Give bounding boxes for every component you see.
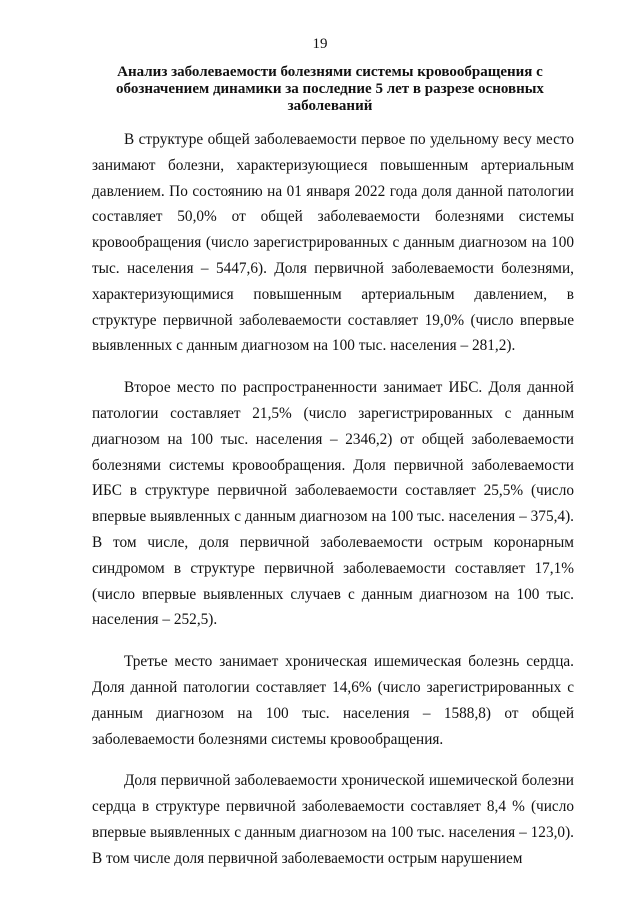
- page-number: 19: [312, 36, 328, 52]
- paragraph-chronic-ihd: Третье место занимает хроническая ишемическая болезнь сердца. Доля данной патологии составляет 14,6% (число зарегистрированных с данным диагнозом на 100 тыс. населения – 1588,8) от общей заболеваемости болезнями системы кровообращения.: [92, 653, 574, 748]
- section-heading: Анализ заболеваемости болезнями системы кровообращения с обозначением динамики за последние 5 лет в разрезе основных заболеваний: [116, 64, 544, 114]
- body-text: [92, 127, 574, 872]
- paragraph-hypertension: В структуре общей заболеваемости первое по удельному весу место занимают болезни, характеризующиеся повышенным артериальным давлением. По состоянию на 01 января 2022 года доля данной патологии составляет 50,0% от общей заболеваемости болезнями системы кровообращения (число зарегистрированных с данным диагнозом на 100 тыс. населения – 5447,6). Доля первичной заболеваемости болезнями, характеризующимися повышенным артериальным давлением, в структуре первичной заболеваемости составляет 19,0% (число впервые выявленных с данным диагнозом на 100 тыс. населения – 281,2).: [92, 131, 574, 355]
- paragraph-chronic-ihd-primary: Доля первичной заболеваемости хронической ишемической болезни сердца в структуре первичной заболеваемости составляет 8,4 % (число впервые выявленных с данным диагнозом на 100 тыс. населения – 123,0). В том числе доля первичной заболеваемости острым нарушением: [92, 772, 574, 867]
- paragraph-ischemic-heart-disease: Второе место по распространенности занимает ИБС. Доля данной патологии составляет 21,5% (число зарегистрированных с данным диагнозом на 100 тыс. населения – 2346,2) от общей заболеваемости болезнями системы кровообращения. Доля первичной заболеваемости ИБС в структуре первичной заболеваемости составляет 25,5% (число впервые выявленных с данным диагнозом на 100 тыс. населения – 375,4). В том числе, доля первичной заболеваемости острым коронарным синдромом в структуре первичной заболеваемости составляет 17,1% (число впервые выявленных случаев с данным диагнозом на 100 тыс. населения – 252,5).: [92, 379, 574, 629]
